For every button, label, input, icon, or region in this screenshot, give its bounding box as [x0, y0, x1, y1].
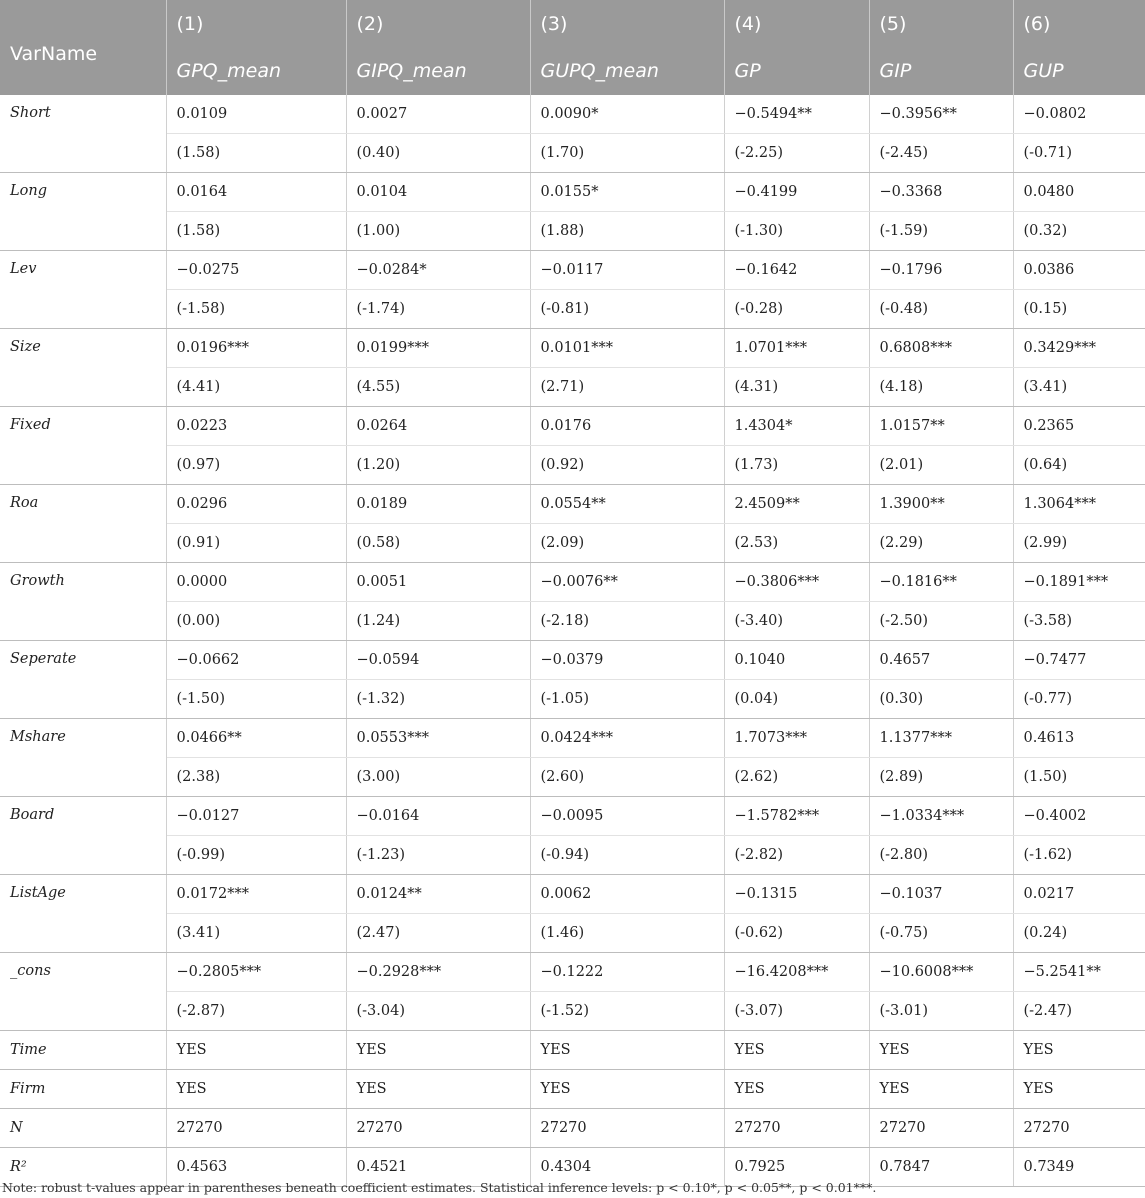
summary-cell: YES — [166, 1070, 346, 1109]
table-row-coef — [0, 875, 1145, 914]
tval-cell: (0.64) — [1013, 446, 1145, 485]
coef-cell: 0.0386 — [1013, 251, 1145, 290]
summary-cell: YES — [530, 1031, 724, 1070]
tval-cell: (-0.81) — [530, 290, 724, 329]
tval-cell: (-1.74) — [346, 290, 530, 329]
coef-cell: 0.0027 — [346, 95, 530, 134]
table-row-summary — [0, 1031, 1145, 1070]
summary-cell: YES — [724, 1031, 869, 1070]
summary-cell: 0.7925 — [724, 1148, 869, 1187]
tval-cell: (-3.40) — [724, 602, 869, 641]
row-label: ListAge — [0, 875, 166, 953]
coef-cell: 0.0199*** — [346, 329, 530, 368]
table-body — [0, 95, 1145, 1187]
row-label: Time — [0, 1031, 166, 1070]
summary-cell: 27270 — [724, 1109, 869, 1148]
coef-cell: 1.0701*** — [724, 329, 869, 368]
tval-cell: (2.01) — [869, 446, 1013, 485]
coef-cell: −0.0594 — [346, 641, 530, 680]
table-row-coef — [0, 173, 1145, 212]
coef-cell: −1.5782*** — [724, 797, 869, 836]
table-row-tval — [0, 992, 1145, 1031]
row-label: Size — [0, 329, 166, 407]
coef-cell: 0.0554** — [530, 485, 724, 524]
coef-cell: −0.0127 — [166, 797, 346, 836]
coef-cell: −0.0662 — [166, 641, 346, 680]
tval-cell: (2.09) — [530, 524, 724, 563]
tval-cell: (-1.30) — [724, 212, 869, 251]
tval-cell: (1.24) — [346, 602, 530, 641]
row-label: Lev — [0, 251, 166, 329]
table-row-coef — [0, 641, 1145, 680]
table-row-tval — [0, 914, 1145, 953]
tval-cell: (-2.80) — [869, 836, 1013, 875]
summary-cell: 27270 — [166, 1109, 346, 1148]
coef-cell: −5.2541** — [1013, 953, 1145, 992]
table-row-tval — [0, 290, 1145, 329]
table-row-summary — [0, 1109, 1145, 1148]
summary-cell: YES — [869, 1031, 1013, 1070]
tval-cell: (-3.04) — [346, 992, 530, 1031]
summary-cell: 27270 — [1013, 1109, 1145, 1148]
tval-cell: (-2.47) — [1013, 992, 1145, 1031]
coef-cell: 0.4657 — [869, 641, 1013, 680]
coef-cell: −0.0802 — [1013, 95, 1145, 134]
coef-cell: −0.1642 — [724, 251, 869, 290]
coef-cell: 1.4304* — [724, 407, 869, 446]
coef-cell: 0.0090* — [530, 95, 724, 134]
table-row-tval — [0, 368, 1145, 407]
tval-cell: (2.38) — [166, 758, 346, 797]
coef-cell: 0.0217 — [1013, 875, 1145, 914]
coef-cell: 0.0000 — [166, 563, 346, 602]
coef-cell: −0.4199 — [724, 173, 869, 212]
coef-cell: −0.0379 — [530, 641, 724, 680]
table-row-tval — [0, 836, 1145, 875]
coef-cell: −0.2928*** — [346, 953, 530, 992]
coef-cell: −16.4208*** — [724, 953, 869, 992]
tval-cell: (1.58) — [166, 212, 346, 251]
tval-cell: (3.41) — [166, 914, 346, 953]
tval-cell: (1.50) — [1013, 758, 1145, 797]
summary-cell: YES — [166, 1031, 346, 1070]
table-row-tval — [0, 134, 1145, 173]
depvar-header-5: GIP — [869, 47, 1013, 95]
coef-cell: 1.3064*** — [1013, 485, 1145, 524]
tval-cell: (4.41) — [166, 368, 346, 407]
tval-cell: (1.58) — [166, 134, 346, 173]
table-header — [0, 0, 1145, 95]
tval-cell: (2.71) — [530, 368, 724, 407]
coef-cell: 0.0553*** — [346, 719, 530, 758]
table-note: Note: robust t-values appear in parentheses beneath coefficient estimates. Statistical inference levels: p < 0.10*, p < 0.05**, p < 0.01***. — [2, 1180, 877, 1195]
table-row-coef — [0, 953, 1145, 992]
coef-cell: 0.0424*** — [530, 719, 724, 758]
tval-cell: (-2.25) — [724, 134, 869, 173]
depvar-header-4: GP — [724, 47, 869, 95]
tval-cell: (1.70) — [530, 134, 724, 173]
coef-cell: 0.0109 — [166, 95, 346, 134]
coef-cell: 0.0196*** — [166, 329, 346, 368]
depvar-header-1: GPQ_mean — [166, 47, 346, 95]
tval-cell: (-1.58) — [166, 290, 346, 329]
coef-cell: 0.0480 — [1013, 173, 1145, 212]
tval-cell: (2.99) — [1013, 524, 1145, 563]
tval-cell: (-1.32) — [346, 680, 530, 719]
summary-cell: 0.7349 — [1013, 1148, 1145, 1187]
tval-cell: (-0.28) — [724, 290, 869, 329]
coef-cell: −0.7477 — [1013, 641, 1145, 680]
tval-cell: (1.46) — [530, 914, 724, 953]
row-label: Mshare — [0, 719, 166, 797]
tval-cell: (-1.23) — [346, 836, 530, 875]
tval-cell: (2.89) — [869, 758, 1013, 797]
tval-cell: (-1.59) — [869, 212, 1013, 251]
tval-cell: (-1.52) — [530, 992, 724, 1031]
row-label: Fixed — [0, 407, 166, 485]
table-row-coef — [0, 251, 1145, 290]
coef-cell: −0.3368 — [869, 173, 1013, 212]
tval-cell: (0.32) — [1013, 212, 1145, 251]
summary-cell: 0.4521 — [346, 1148, 530, 1187]
coef-cell: 0.0124** — [346, 875, 530, 914]
coef-cell: −0.1796 — [869, 251, 1013, 290]
summary-cell: YES — [346, 1031, 530, 1070]
coef-cell: −0.0076** — [530, 563, 724, 602]
coef-cell: 1.7073*** — [724, 719, 869, 758]
tval-cell: (1.88) — [530, 212, 724, 251]
tval-cell: (-0.48) — [869, 290, 1013, 329]
summary-cell: 27270 — [869, 1109, 1013, 1148]
coef-cell: −0.5494** — [724, 95, 869, 134]
summary-cell: YES — [346, 1070, 530, 1109]
table-row-tval — [0, 680, 1145, 719]
header-row-numbers — [0, 0, 1145, 47]
tval-cell: (-2.82) — [724, 836, 869, 875]
varname-header: VarName — [0, 0, 166, 95]
tval-cell: (-2.18) — [530, 602, 724, 641]
tval-cell: (-1.62) — [1013, 836, 1145, 875]
tval-cell: (2.29) — [869, 524, 1013, 563]
tval-cell: (2.47) — [346, 914, 530, 953]
tval-cell: (0.24) — [1013, 914, 1145, 953]
coef-cell: −0.0284* — [346, 251, 530, 290]
tval-cell: (-3.07) — [724, 992, 869, 1031]
tval-cell: (-1.05) — [530, 680, 724, 719]
tval-cell: (1.73) — [724, 446, 869, 485]
coef-cell: 2.4509** — [724, 485, 869, 524]
coef-cell: 0.0296 — [166, 485, 346, 524]
tval-cell: (0.92) — [530, 446, 724, 485]
row-label: Board — [0, 797, 166, 875]
coef-cell: −0.0095 — [530, 797, 724, 836]
column-number-1: (1) — [166, 0, 346, 47]
row-label: N — [0, 1109, 166, 1148]
tval-cell: (0.97) — [166, 446, 346, 485]
coef-cell: −0.1891*** — [1013, 563, 1145, 602]
coef-cell: 1.3900** — [869, 485, 1013, 524]
tval-cell: (-2.87) — [166, 992, 346, 1031]
table-row-tval — [0, 446, 1145, 485]
tval-cell: (-3.01) — [869, 992, 1013, 1031]
tval-cell: (0.15) — [1013, 290, 1145, 329]
tval-cell: (0.04) — [724, 680, 869, 719]
coef-cell: −0.2805*** — [166, 953, 346, 992]
tval-cell: (-0.99) — [166, 836, 346, 875]
table-row-tval — [0, 524, 1145, 563]
tval-cell: (4.31) — [724, 368, 869, 407]
column-number-4: (4) — [724, 0, 869, 47]
coef-cell: −0.0275 — [166, 251, 346, 290]
tval-cell: (-0.77) — [1013, 680, 1145, 719]
row-label: Growth — [0, 563, 166, 641]
coef-cell: 1.0157** — [869, 407, 1013, 446]
coef-cell: −0.1315 — [724, 875, 869, 914]
tval-cell: (-0.62) — [724, 914, 869, 953]
tval-cell: (3.41) — [1013, 368, 1145, 407]
tval-cell: (1.20) — [346, 446, 530, 485]
coef-cell: −0.0117 — [530, 251, 724, 290]
tval-cell: (-0.75) — [869, 914, 1013, 953]
tval-cell: (1.00) — [346, 212, 530, 251]
column-number-2: (2) — [346, 0, 530, 47]
table-row-coef — [0, 485, 1145, 524]
table-row-tval — [0, 212, 1145, 251]
coef-cell: −0.1816** — [869, 563, 1013, 602]
summary-cell: 0.7847 — [869, 1148, 1013, 1187]
coef-cell: 0.0164 — [166, 173, 346, 212]
coef-cell: 0.0264 — [346, 407, 530, 446]
summary-cell: YES — [1013, 1031, 1145, 1070]
coef-cell: 0.0104 — [346, 173, 530, 212]
row-label: Firm — [0, 1070, 166, 1109]
tval-cell: (3.00) — [346, 758, 530, 797]
table-row-coef — [0, 407, 1145, 446]
coef-cell: −0.3956** — [869, 95, 1013, 134]
coef-cell: 0.0101*** — [530, 329, 724, 368]
tval-cell: (0.00) — [166, 602, 346, 641]
coef-cell: 0.0155* — [530, 173, 724, 212]
row-label: _cons — [0, 953, 166, 1031]
summary-cell: YES — [724, 1070, 869, 1109]
tval-cell: (0.58) — [346, 524, 530, 563]
coef-cell: 0.0051 — [346, 563, 530, 602]
tval-cell: (-2.45) — [869, 134, 1013, 173]
depvar-header-2: GIPQ_mean — [346, 47, 530, 95]
summary-cell: 27270 — [346, 1109, 530, 1148]
table-row-coef — [0, 329, 1145, 368]
coef-cell: −0.3806*** — [724, 563, 869, 602]
coef-cell: −0.1222 — [530, 953, 724, 992]
tval-cell: (2.60) — [530, 758, 724, 797]
coef-cell: 0.4613 — [1013, 719, 1145, 758]
summary-cell: YES — [1013, 1070, 1145, 1109]
tval-cell: (0.30) — [869, 680, 1013, 719]
coef-cell: 0.0062 — [530, 875, 724, 914]
tval-cell: (-0.71) — [1013, 134, 1145, 173]
coef-cell: 0.1040 — [724, 641, 869, 680]
coef-cell: 0.6808*** — [869, 329, 1013, 368]
row-label: R² — [0, 1148, 166, 1187]
row-label: Long — [0, 173, 166, 251]
coef-cell: 1.1377*** — [869, 719, 1013, 758]
coef-cell: 0.0223 — [166, 407, 346, 446]
tval-cell: (2.53) — [724, 524, 869, 563]
tval-cell: (2.62) — [724, 758, 869, 797]
coef-cell: 0.2365 — [1013, 407, 1145, 446]
summary-cell: 0.4304 — [530, 1148, 724, 1187]
tval-cell: (4.18) — [869, 368, 1013, 407]
coef-cell: −1.0334*** — [869, 797, 1013, 836]
summary-cell: 0.4563 — [166, 1148, 346, 1187]
column-number-6: (6) — [1013, 0, 1145, 47]
coef-cell: −10.6008*** — [869, 953, 1013, 992]
row-label: Short — [0, 95, 166, 173]
column-number-3: (3) — [530, 0, 724, 47]
tval-cell: (4.55) — [346, 368, 530, 407]
summary-cell: 27270 — [530, 1109, 724, 1148]
coef-cell: −0.4002 — [1013, 797, 1145, 836]
tval-cell: (0.40) — [346, 134, 530, 173]
table-row-coef — [0, 563, 1145, 602]
table-row-tval — [0, 602, 1145, 641]
column-number-5: (5) — [869, 0, 1013, 47]
coef-cell: −0.1037 — [869, 875, 1013, 914]
row-label: Roa — [0, 485, 166, 563]
summary-cell: YES — [869, 1070, 1013, 1109]
tval-cell: (0.91) — [166, 524, 346, 563]
row-label: Seperate — [0, 641, 166, 719]
table-row-summary — [0, 1070, 1145, 1109]
tval-cell: (-1.50) — [166, 680, 346, 719]
coef-cell: 0.0176 — [530, 407, 724, 446]
tval-cell: (-2.50) — [869, 602, 1013, 641]
table-row-coef — [0, 797, 1145, 836]
coef-cell: −0.0164 — [346, 797, 530, 836]
summary-cell: YES — [530, 1070, 724, 1109]
coef-cell: 0.0189 — [346, 485, 530, 524]
tval-cell: (-3.58) — [1013, 602, 1145, 641]
header-row-depvars — [0, 47, 1145, 95]
depvar-header-3: GUPQ_mean — [530, 47, 724, 95]
coef-cell: 0.3429*** — [1013, 329, 1145, 368]
coef-cell: 0.0466** — [166, 719, 346, 758]
table-row-tval — [0, 758, 1145, 797]
tval-cell: (-0.94) — [530, 836, 724, 875]
table-row-coef — [0, 95, 1145, 134]
coef-cell: 0.0172*** — [166, 875, 346, 914]
table-row-coef — [0, 719, 1145, 758]
depvar-header-6: GUP — [1013, 47, 1145, 95]
